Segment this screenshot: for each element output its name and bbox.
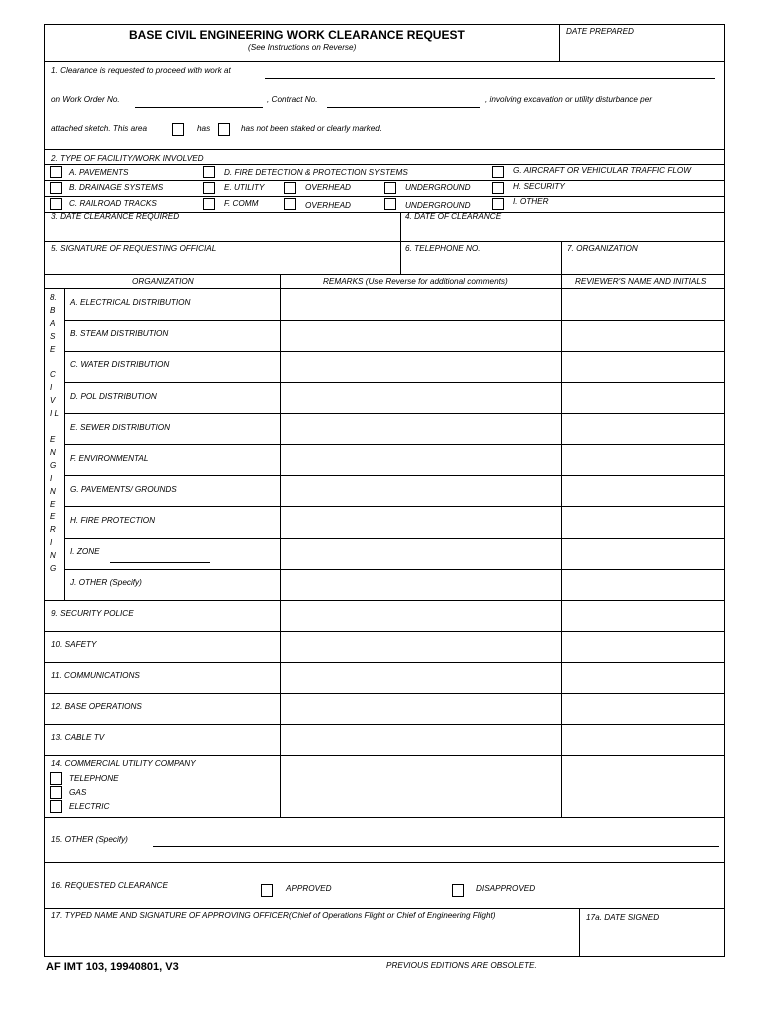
work-order-field[interactable] — [135, 107, 263, 108]
org-row-label: G. PAVEMENTS/ GROUNDS — [70, 485, 177, 494]
has-not-checkbox[interactable] — [218, 123, 230, 136]
form-subtitle: (See Instructions on Reverse) — [248, 43, 357, 52]
side-label-char: R — [50, 525, 56, 535]
date-prepared-label: DATE PREPARED — [566, 27, 634, 36]
electric-company-label: ELECTRIC — [69, 802, 110, 811]
divider — [579, 908, 580, 956]
side-label-char: N — [50, 447, 56, 457]
org-row-label: H. FIRE PROTECTION — [70, 516, 156, 525]
divider — [45, 817, 724, 818]
side-label-char: G — [50, 460, 57, 470]
utility-overhead-label: OVERHEAD — [305, 183, 351, 192]
side-label-char: E — [50, 499, 56, 509]
divider — [64, 351, 724, 352]
divider — [64, 538, 724, 539]
work-order-label: on Work Order No. — [51, 95, 120, 104]
has-not-label: has not been staked or clearly marked. — [241, 124, 383, 133]
other-specify-field[interactable] — [153, 846, 719, 847]
org-row-label: 13. CABLE TV — [51, 733, 105, 742]
org-row-label: D. POL DISTRIBUTION — [70, 392, 157, 401]
gas-company-label: GAS — [69, 788, 87, 797]
side-label-char — [50, 421, 60, 434]
divider — [45, 862, 724, 863]
electric-company-checkbox[interactable] — [50, 800, 62, 813]
divider — [64, 382, 724, 383]
security-checkbox[interactable] — [492, 182, 504, 194]
comm-overhead-label: OVERHEAD — [305, 201, 351, 210]
commercial-utility-label: 14. COMMERCIAL UTILITY COMPANY — [51, 759, 196, 768]
telephone-company-checkbox[interactable] — [50, 772, 62, 785]
pavements-checkbox[interactable] — [50, 166, 62, 178]
divider — [559, 25, 560, 61]
involving-label: , involving excavation or utility disturbance per — [485, 95, 653, 104]
disapproved-checkbox[interactable] — [452, 884, 464, 897]
divider — [45, 724, 724, 725]
typed-name-label: 17. TYPED NAME AND SIGNATURE OF APPROVING OFFICER(Chief of Operations Flight or Chief of Engineering Flight) — [51, 911, 496, 920]
org-row-label: E. SEWER DISTRIBUTION — [70, 423, 171, 432]
requested-clearance-label: 16. REQUESTED CLEARANCE — [51, 881, 168, 890]
divider — [64, 569, 724, 570]
org-row-label: C. WATER DISTRIBUTION — [70, 360, 170, 369]
org-row-label: 9. SECURITY POLICE — [51, 609, 134, 618]
side-label-char: I — [50, 383, 53, 393]
col-header-remarks: REMARKS (Use Reverse for additional comments) — [323, 277, 508, 286]
divider — [64, 444, 724, 445]
has-label: has — [197, 124, 211, 133]
divider — [45, 180, 724, 181]
approved-checkbox[interactable] — [261, 884, 273, 897]
divider — [45, 274, 724, 275]
form-title: BASE CIVIL ENGINEERING WORK CLEARANCE REQUEST — [129, 28, 465, 42]
date-required-label: 3. DATE CLEARANCE REQUIRED — [51, 212, 180, 221]
side-label-char: I — [50, 473, 53, 483]
previous-editions-notice: PREVIOUS EDITIONS ARE OBSOLETE. — [386, 961, 537, 970]
pavements-label: A. PAVEMENTS — [69, 168, 129, 177]
clearance-request-form — [44, 24, 725, 957]
traffic-flow-checkbox[interactable] — [492, 166, 504, 178]
utility-overhead-checkbox[interactable] — [284, 182, 296, 194]
utility-checkbox[interactable] — [203, 182, 215, 194]
utility-underground-label: UNDERGROUND — [405, 183, 471, 192]
date-of-clearance-label: 4. DATE OF CLEARANCE — [405, 212, 502, 221]
other-label: I. OTHER — [513, 197, 549, 206]
divider — [64, 320, 724, 321]
drainage-label: B. DRAINAGE SYSTEMS — [69, 183, 164, 192]
side-label-char: E — [50, 434, 56, 444]
divider — [400, 212, 401, 274]
railroad-checkbox[interactable] — [50, 198, 62, 210]
divider — [45, 693, 724, 694]
divider — [64, 413, 724, 414]
facility-heading: 2. TYPE OF FACILITY/WORK INVOLVED — [51, 154, 204, 163]
comm-overhead-checkbox[interactable] — [284, 198, 296, 210]
divider — [45, 149, 724, 150]
telephone-label: 6. TELEPHONE NO. — [405, 244, 481, 253]
divider — [45, 662, 724, 663]
col-header-reviewer: REVIEWER'S NAME AND INITIALS — [575, 277, 707, 286]
base-civil-engineering-side-label — [50, 292, 60, 576]
side-label-char: 8. — [50, 293, 57, 302]
divider — [280, 274, 281, 817]
contract-field[interactable] — [327, 107, 480, 108]
org-row-label: A. ELECTRICAL DISTRIBUTION — [70, 298, 191, 307]
divider — [45, 196, 724, 197]
org-row-label: J. OTHER (Specify) — [70, 578, 142, 587]
organization-label: 7. ORGANIZATION — [567, 244, 638, 253]
col-header-organization: ORGANIZATION — [132, 277, 194, 286]
org-row-label: I. ZONE — [70, 547, 100, 556]
side-label-char: I — [50, 538, 53, 548]
divider — [561, 274, 562, 817]
divider — [45, 241, 724, 242]
side-label-char — [50, 357, 60, 370]
side-label-char: B — [50, 305, 56, 315]
divider — [45, 61, 724, 62]
org-row-label: 11. COMMUNICATIONS — [51, 671, 140, 680]
has-checkbox[interactable] — [172, 123, 184, 136]
divider — [64, 506, 724, 507]
contract-label: , Contract No. — [267, 95, 318, 104]
traffic-flow-label: G. AIRCRAFT OR VEHICULAR TRAFFIC FLOW — [513, 166, 692, 175]
comm-checkbox[interactable] — [203, 198, 215, 210]
divider — [45, 908, 724, 909]
comm-label: F. COMM — [224, 199, 259, 208]
divider — [64, 475, 724, 476]
fire-detection-label: D. FIRE DETECTION & PROTECTION SYSTEMS — [224, 168, 408, 177]
side-label-char: E — [50, 344, 56, 354]
divider — [45, 164, 724, 165]
side-label-char: S — [50, 331, 56, 341]
org-row-label: 10. SAFETY — [51, 640, 97, 649]
railroad-label: C. RAILROAD TRACKS — [69, 199, 157, 208]
divider — [561, 241, 562, 274]
work-location-field[interactable] — [265, 78, 715, 79]
signature-label: 5. SIGNATURE OF REQUESTING OFFICIAL — [51, 244, 217, 253]
gas-company-checkbox[interactable] — [50, 786, 62, 799]
other-checkbox[interactable] — [492, 198, 504, 210]
org-row-label: B. STEAM DISTRIBUTION — [70, 329, 169, 338]
side-label-char: N — [50, 551, 56, 561]
comm-underground-checkbox[interactable] — [384, 198, 396, 210]
comm-underground-label: UNDERGROUND — [405, 201, 471, 210]
disapproved-label: DISAPPROVED — [476, 884, 536, 893]
divider — [45, 755, 724, 756]
side-label-char: N — [50, 486, 56, 496]
side-label-char: C — [50, 370, 56, 380]
side-label-char: I L — [50, 409, 59, 419]
utility-label: E. UTILITY — [224, 183, 265, 192]
org-row-label: F. ENVIRONMENTAL — [70, 454, 149, 463]
security-label: H. SECURITY — [513, 182, 565, 191]
date-signed-label: 17a. DATE SIGNED — [586, 913, 660, 922]
telephone-company-label: TELEPHONE — [69, 774, 119, 783]
side-label-char: G — [50, 564, 57, 574]
divider — [45, 631, 724, 632]
approved-label: APPROVED — [286, 884, 332, 893]
divider — [45, 288, 724, 289]
form-id: AF IMT 103, 19940801, V3 — [46, 961, 179, 973]
clearance-label: 1. Clearance is requested to proceed with work at — [51, 66, 231, 75]
other-specify-label: 15. OTHER (Specify) — [51, 835, 128, 844]
side-label-char: V — [50, 396, 56, 406]
divider — [45, 600, 724, 601]
org-row-label: 12. BASE OPERATIONS — [51, 702, 142, 711]
attached-sketch-label: attached sketch. This area — [51, 124, 148, 133]
utility-underground-checkbox[interactable] — [384, 182, 396, 194]
side-label-char: A — [50, 318, 56, 328]
zone-field[interactable] — [110, 562, 210, 563]
drainage-checkbox[interactable] — [50, 182, 62, 194]
side-label-char: E — [50, 512, 56, 522]
fire-detection-checkbox[interactable] — [203, 166, 215, 178]
